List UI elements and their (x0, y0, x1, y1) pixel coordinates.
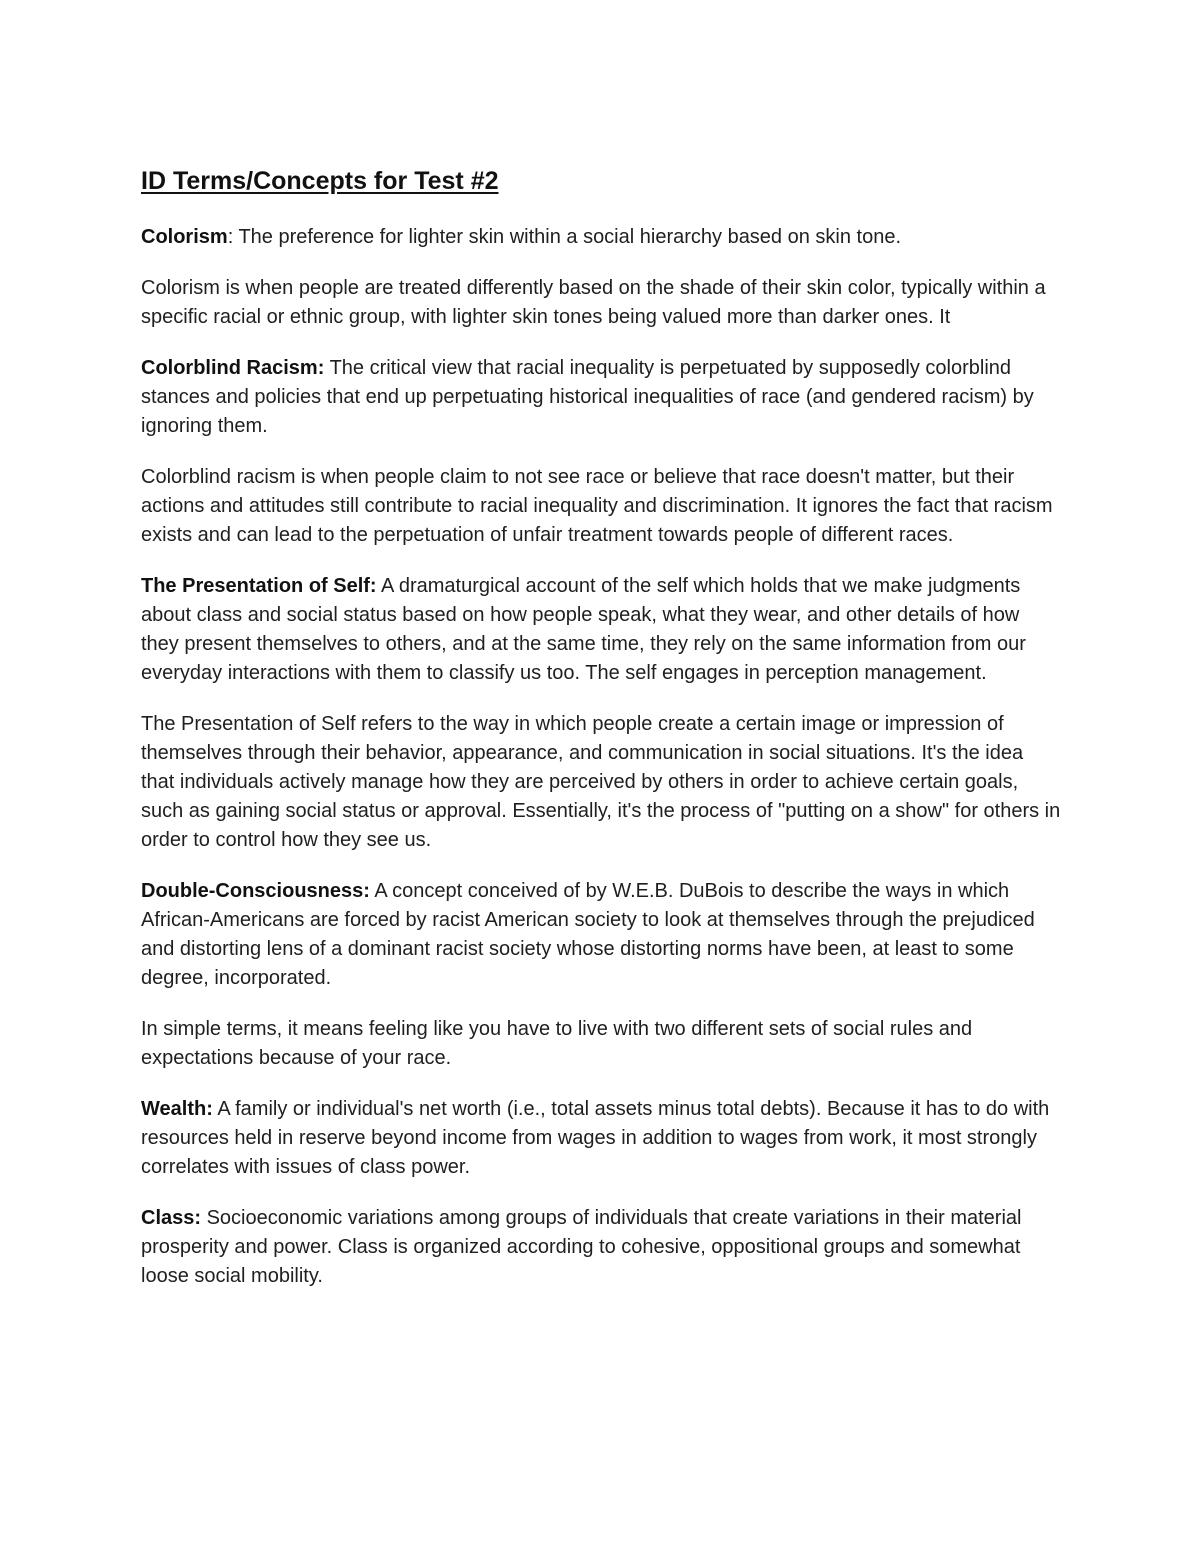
definition-presentation-of-self (141, 572, 1061, 688)
definition-wealth (141, 1095, 1061, 1182)
definition-colorblind-racism (141, 354, 1061, 441)
explanation-presentation-of-self: The Presentation of Self refers to the way in which people create a certain image or impression of themselves through their behavior, appearance, and communication in social situations. It's the idea that individuals actively manage how they are perceived by others in order to achieve certain goals, such as gaining social status or approval. Essentially, it's the process of "putting on a show" for others in order to control how they see us. (141, 713, 1061, 851)
explanation-double-consciousness: In simple terms, it means feeling like you have to live with two different sets of social rules and expectations because of your race. (141, 1018, 973, 1069)
explanation-colorism: Colorism is when people are treated differently based on the shade of their skin color, typically within a specific racial or ethnic group, with lighter skin tones being valued more than darker ones. It (141, 277, 1046, 328)
term-label: Class: (141, 1207, 202, 1229)
definition-text: A family or individual's net worth (i.e., total assets minus total debts). Because it has to do with resources held in reserve beyond income from wages in addition to wages from work, it most strongly correlates with issues of class power. (141, 1098, 1050, 1178)
definition-double-consciousness (141, 877, 1061, 993)
term-label: The Presentation of Self: (141, 575, 377, 597)
definition-class (141, 1204, 1061, 1291)
document-page (141, 163, 1061, 1313)
definition-text: A concept conceived of by W.E.B. DuBois to describe the ways in which African-Americans are forced by racist American society to look at themselves through the prejudiced and distorting lens of a dominant racist society whose distorting norms have been, at least to some degree, incorporated. (141, 880, 1035, 989)
explanation-colorblind-racism: Colorblind racism is when people claim to not see race or believe that race doesn't matter, but their actions and attitudes still contribute to racial inequality and discrimination. It ignores the fact that racism exists and can lead to the perpetuation of unfair treatment towards people of different races. (141, 466, 1053, 546)
definition-text: A dramaturgical account of the self which holds that we make judgments about class and social status based on how people speak, what they wear, and other details of how they present themselves to others, and at the same time, they rely on the same information from our everyday interactions with them to classify us too. The self engages in perception management. (141, 575, 1026, 684)
term-label: Wealth: (141, 1098, 213, 1120)
term-label: Colorblind Racism: (141, 357, 325, 379)
document-title: ID Terms/Concepts for Test #2 (141, 167, 499, 195)
definition-text: The preference for lighter skin within a social hierarchy based on skin tone. (238, 226, 902, 248)
term-label: Double-Consciousness: (141, 880, 370, 902)
definition-colorism (141, 223, 1061, 252)
definition-text: Socioeconomic variations among groups of individuals that create variations in their material prosperity and power. Class is organized according to cohesive, oppositional groups and somewhat loose social mobility. (141, 1207, 1022, 1287)
definition-text: The critical view that racial inequality is perpetuated by supposedly colorblind stances and policies that end up perpetuating historical inequalities of race (and gendered racism) by ignoring them. (141, 357, 1034, 437)
term-separator: : (227, 226, 239, 248)
term-label: Colorism (141, 226, 228, 248)
